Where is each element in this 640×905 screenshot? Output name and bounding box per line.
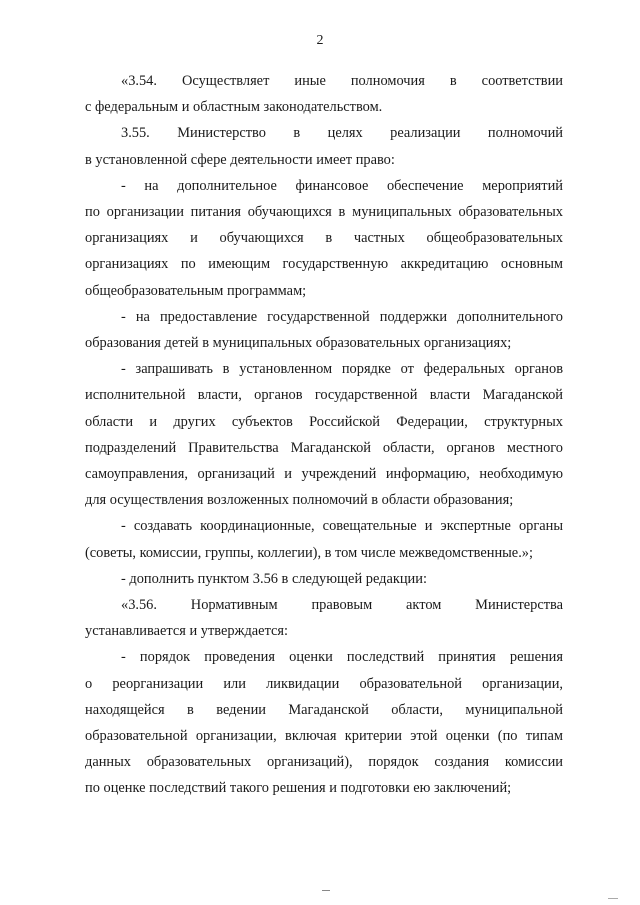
- paragraph-state-support: [85, 304, 563, 356]
- text-line: - на предоставление государственной поддержки дополнительного: [121, 308, 563, 325]
- scan-mark: [608, 898, 618, 899]
- text-line: по оценке последствий такого решения и подготовки ею заключений;: [85, 780, 512, 797]
- paragraph-food-funding: [85, 173, 563, 304]
- text-line: - запрашивать в установленном порядке от федеральных органов: [121, 361, 563, 378]
- text-line: образования детей в муниципальных образовательных организациях;: [85, 335, 512, 352]
- text-line: в установленной сфере деятельности имеет право:: [85, 151, 395, 168]
- text-line: исполнительной власти, органов государственной власти Магаданской: [85, 387, 563, 404]
- text-line: о реорганизации или ликвидации образовательной организации,: [85, 675, 563, 692]
- text-line: самоуправления, организаций и учреждений информацию, необходимую: [85, 466, 563, 483]
- paragraph-assessment-procedure: [85, 644, 563, 801]
- text-line: - порядок проведения оценки последствий принятия решения: [121, 649, 563, 666]
- paragraph-3-55: [85, 120, 563, 172]
- paragraph-add-3-56: [85, 566, 563, 592]
- text-line: устанавливается и утверждается:: [85, 623, 289, 640]
- document-body: [85, 68, 563, 802]
- paragraph-create-bodies: [85, 513, 563, 565]
- text-line: образовательной организации, включая критерии этой оценки (по типам: [85, 728, 563, 745]
- text-line: данных образовательных организаций), порядок создания комиссии: [85, 754, 563, 771]
- text-line: организациях и обучающихся в частных общеобразовательных: [85, 230, 563, 247]
- text-line: подразделений Правительства Магаданской области, органов местного: [85, 439, 563, 456]
- scan-mark: [322, 890, 330, 891]
- text-line: «3.56. Нормативным правовым актом Министерства: [121, 597, 563, 614]
- text-line: по организации питания обучающихся в муниципальных образовательных: [85, 204, 563, 221]
- text-line: области и других субъектов Российской Федерации, структурных: [85, 413, 563, 430]
- paragraph-3-56: [85, 592, 563, 644]
- text-line: - на дополнительное финансовое обеспечение мероприятий: [121, 177, 563, 194]
- text-line: находящейся в ведении Магаданской области, муниципальной: [85, 701, 563, 718]
- text-line: для осуществления возложенных полномочий в области образования;: [85, 492, 514, 509]
- text-line: общеобразовательным программам;: [85, 282, 307, 299]
- text-line: с федеральным и областным законодательством.: [85, 99, 383, 116]
- text-line: (советы, комиссии, группы, коллегии), в том числе межведомственные.»;: [85, 544, 533, 561]
- page-number: 2: [316, 33, 324, 48]
- paragraph-request-info: [85, 356, 563, 513]
- text-line: - создавать координационные, совещательные и экспертные органы: [121, 518, 563, 535]
- text-line: - дополнить пунктом 3.56 в следующей редакции:: [121, 570, 427, 587]
- text-line: 3.55. Министерство в целях реализации полномочий: [121, 125, 563, 142]
- paragraph-3-54: [85, 68, 563, 120]
- text-line: «3.54. Осуществляет иные полномочия в соответствии: [121, 73, 563, 89]
- text-line: организациях по имеющим государственную аккредитацию основным: [85, 256, 563, 273]
